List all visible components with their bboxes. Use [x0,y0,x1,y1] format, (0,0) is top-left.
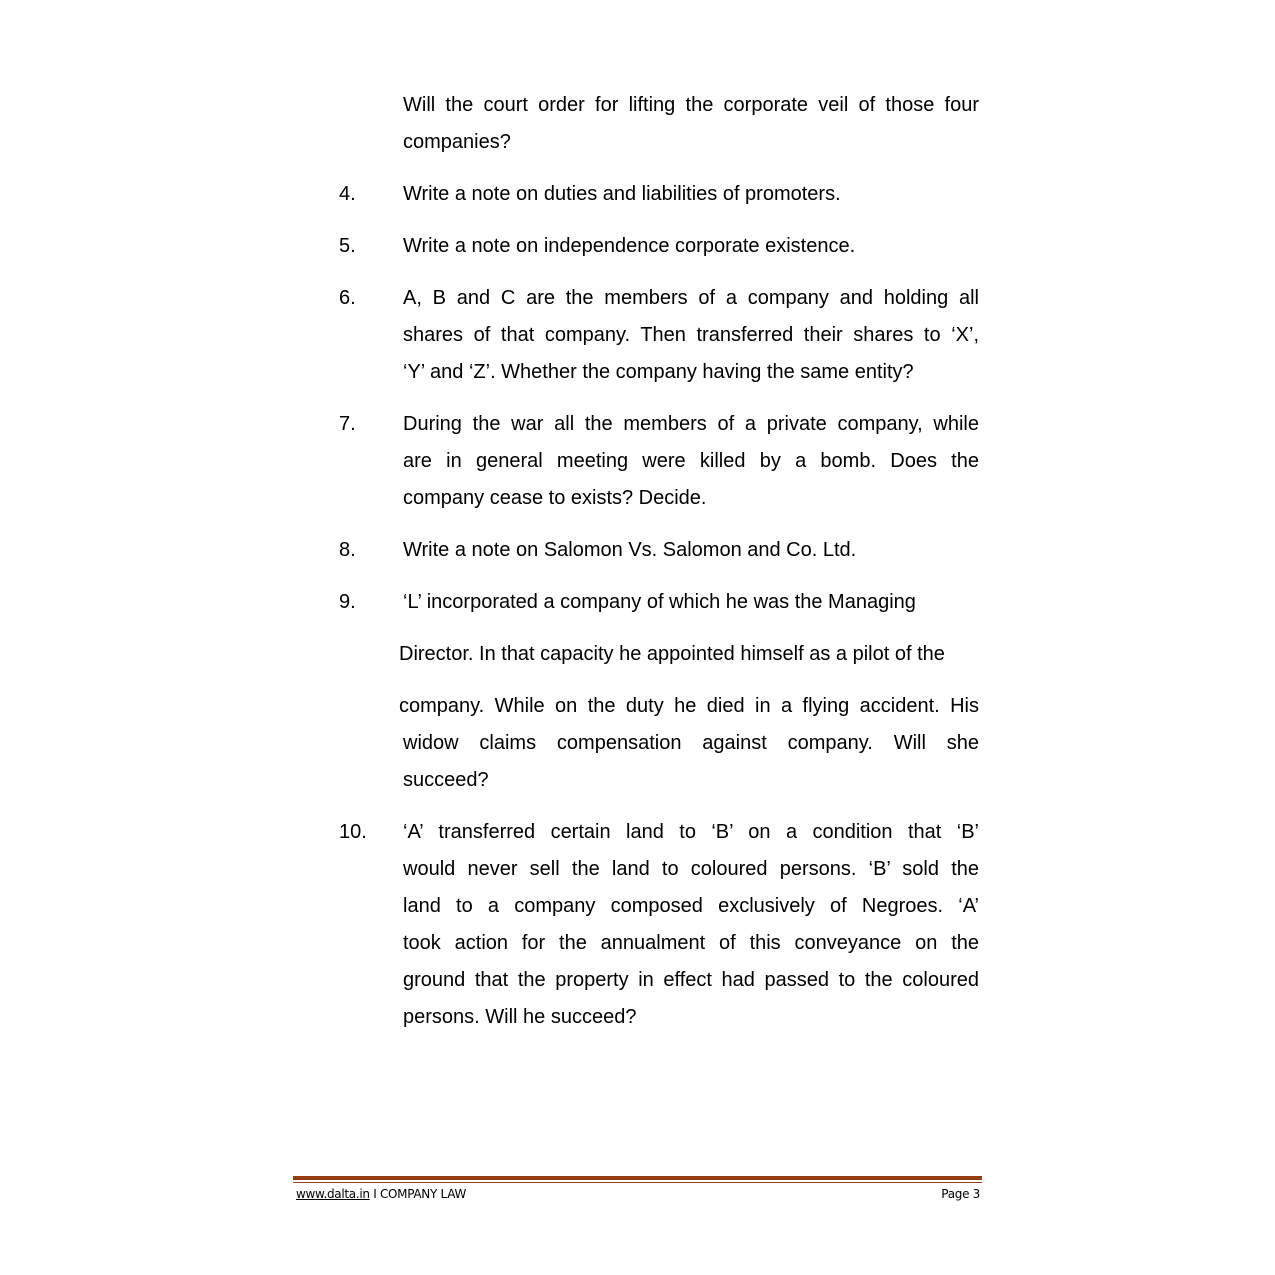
question-number-5: 5. [339,235,356,257]
footer-divider-thin [293,1182,982,1183]
question-5-line-1: Write a note on independence corporate existence. [403,235,856,257]
question-6-line-3: ‘Y’ and ‘Z’. Whether the company having the same entity? [403,361,914,383]
question-number-4: 4. [339,183,356,205]
question-9-line-2: Director. In that capacity he appointed himself as a pilot of the [399,643,945,665]
page-footer [296,1186,980,1202]
question-9-line-5: succeed? [403,769,489,791]
question-10-line-5: ground that the property in effect had passed to the coloured [403,969,979,991]
question-10-line-6: persons. Will he succeed? [403,1006,637,1028]
footer-site-link[interactable]: www.dalta.in [296,1187,370,1201]
question-number-6: 6. [339,287,356,309]
question-10-line-4: took action for the annualment of this conveyance on the [403,932,979,954]
question-3-line-2: companies? [403,131,511,153]
footer-divider-thick [293,1176,982,1180]
question-9-line-4: widow claims compensation against company. Will she [403,732,979,754]
question-9-line-1: ‘L’ incorporated a company of which he was the Managing [403,591,916,613]
question-number-8: 8. [339,539,356,561]
question-10-line-2: would never sell the land to coloured persons. ‘B’ sold the [403,858,979,880]
question-7-line-3: company cease to exists? Decide. [403,487,707,509]
question-7-line-2: are in general meeting were killed by a bomb. Does the [403,450,979,472]
question-number-9: 9. [339,591,356,613]
question-8-line-1: Write a note on Salomon Vs. Salomon and Co. Ltd. [403,539,857,561]
question-6-line-2: shares of that company. Then transferred their shares to ‘X’, [403,324,979,346]
question-7-line-1: During the war all the members of a private company, while [403,413,979,435]
question-10-line-3: land to a company composed exclusively of Negroes. ‘A’ [403,895,979,917]
question-3-line-1: Will the court order for lifting the corporate veil of those four [403,94,979,116]
question-4-line-1: Write a note on duties and liabilities of promoters. [403,183,841,205]
footer-page-number: Page 3 [941,1187,980,1201]
question-9-line-3: company. While on the duty he died in a flying accident. His [399,695,979,717]
footer-section-title: I COMPANY LAW [369,1187,467,1201]
question-10-line-1: ‘A’ transferred certain land to ‘B’ on a condition that ‘B’ [403,821,979,843]
question-6-line-1: A, B and C are the members of a company and holding all [403,287,979,309]
question-number-7: 7. [339,413,356,435]
question-number-10: 10. [339,821,367,843]
